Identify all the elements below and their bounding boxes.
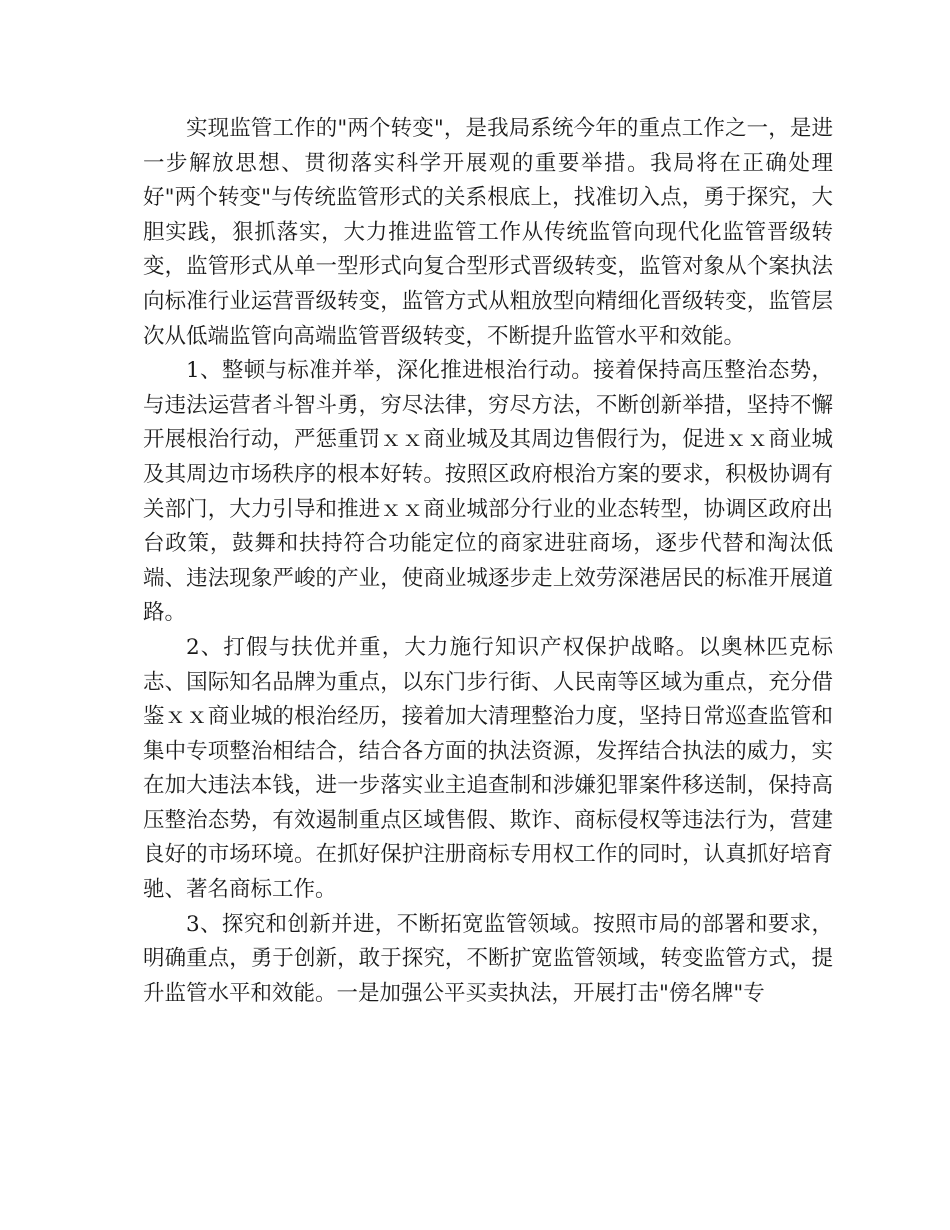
- paragraph-item-3: 3、探究和创新并进，不断拓宽监管领域。按照市局的部署和要求，明确重点，勇于创新，敢于探究，不断扩宽监管领域，转变监管方式，提升监管水平和效能。一是加强公平买卖执法，开展打击"傍名牌"专: [143, 911, 833, 1006]
- paragraph-item-2: 2、打假与扶优并重，大力施行知识产权保护战略。以奥林匹克标志、国际知名品牌为重点，以东门步行街、人民南等区域为重点，充分借鉴ｘｘ商业城的根治经历，接着加大清理整治力度，坚持日常巡查监管和集中专项整治相结合，结合各方面的执法资源，发挥结合执法的威力，实在加大违法本钱，进一步落实业主追查制和涉嫌犯罪案件移送制，保持高压整治态势，有效遏制重点区域售假、欺诈、商标侵权等违法行为，营建良好的市场环境。在抓好保护注册商标专用权工作的同时，认真抓好培育驰、著名商标工作。: [143, 634, 833, 903]
- paragraph-item-1: 1、整顿与标准并举，深化推进根治行动。接着保持高压整治态势，与违法运营者斗智斗勇，穷尽法律，穷尽方法，不断创新举措，坚持不懈开展根治行动，严惩重罚ｘｘ商业城及其周边售假行为，促进ｘｘ商业城及其周边市场秩序的根本好转。按照区政府根治方案的要求，积极协调有关部门，大力引导和推进ｘｘ商业城部分行业的业态转型，协调区政府出台政策，鼓舞和扶持符合功能定位的商家进驻商场，逐步代替和淘汰低端、违法现象严峻的产业，使商业城逐步走上效劳深港居民的标准开展道路。: [143, 358, 833, 626]
- document-body: [143, 112, 833, 1011]
- paragraph-intro: 实现监管工作的"两个转变"，是我局系统今年的重点工作之一，是进一步解放思想、贯彻落实科学开展观的重要举措。我局将在正确处理好"两个转变"与传统监管形式的关系根底上，找准切入点，勇于探究，大胆实践，狠抓落实，大力推进监管工作从传统监管向现代化监管晋级转变，监管形式从单一型形式向复合型形式晋级转变，监管对象从个案执法向标准行业运营晋级转变，监管方式从粗放型向精细化晋级转变，监管层次从低端监管向高端监管晋级转变，不断提升监管水平和效能。: [143, 116, 833, 349]
